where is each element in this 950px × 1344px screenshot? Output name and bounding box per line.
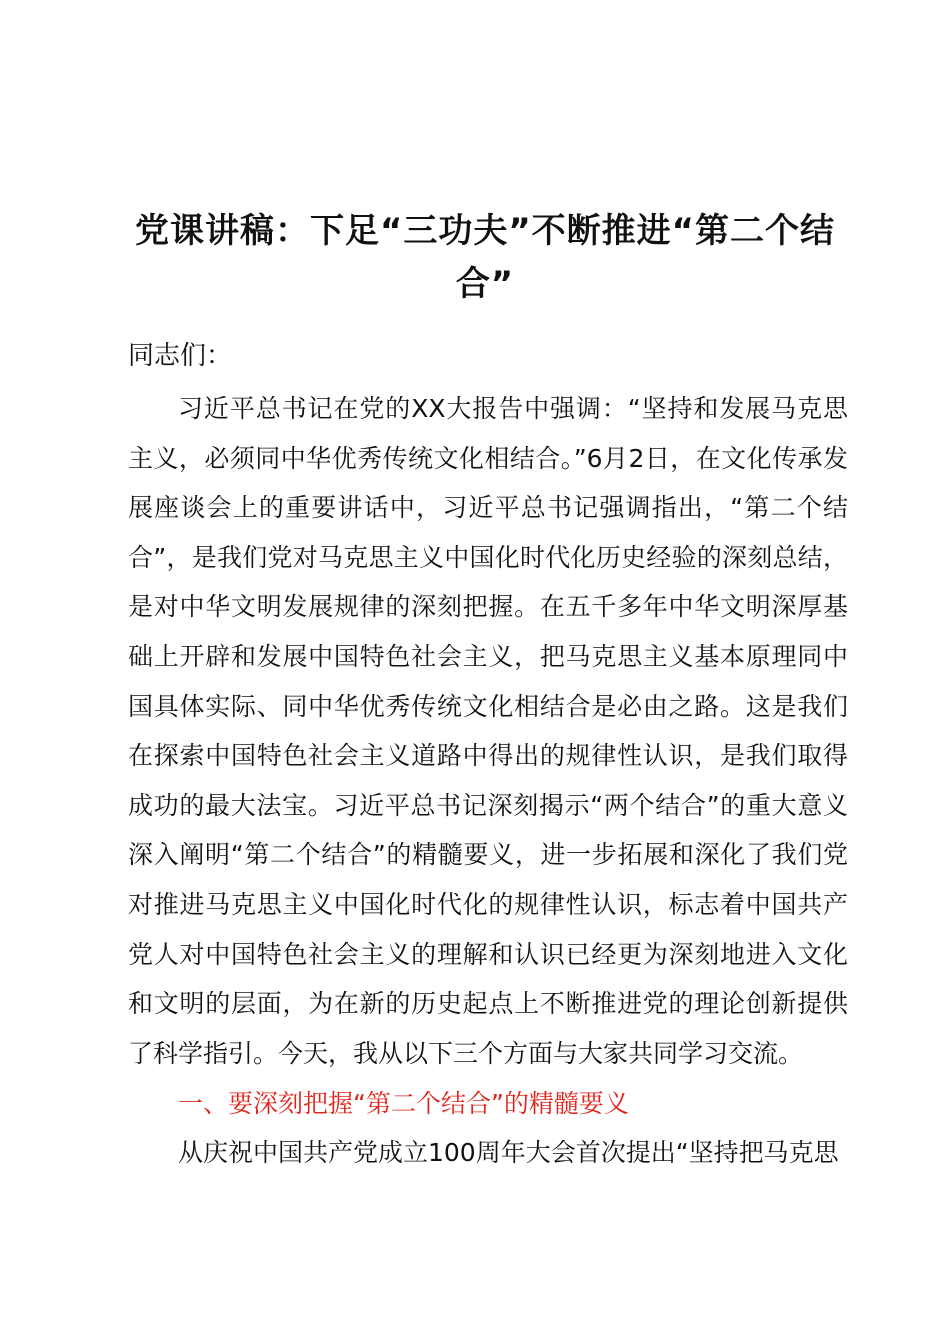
body-paragraph-2: 从庆祝中国共产党成立100周年大会首次提出“坚持把马克思 [178, 1138, 839, 1167]
section-heading-1: 一、要深刻把握“第二个结合”的精髓要义 [178, 1089, 629, 1118]
salutation: 同志们： [128, 341, 233, 371]
document-title: 党课讲稿：下足“三功夫”不断推进“第二个结合” [134, 211, 836, 304]
body-paragraph-1: 习近平总书记在党的XX大报告中强调：“坚持和发展马克思主义，必须同中华优秀传统文化相结合。”6月2日，在文化传承发展座谈会上的重要讲话中，习近平总书记强调指出，“第二个结合”，是我们党对马克思主义中国化时代化历史经验的深刻总结，是对中华文明发展规律的深刻把握。在五千多年中华文明深厚基础上开辟和发展中国特色社会主义，把马克思主义基本原理同中国具体实际、同中华优秀传统文化相结合是必由之路。这是我们在探索中国特色社会主义道路中得出的规律性认识，是我们取得成功的最大法宝。习近平总书记深刻揭示“两个结合”的重大意义深入阐明“第二个结合”的精髓要义，进一步拓展和深化了我们党对推进马克思主义中国化时代化的规律性认识，标志着中国共产党人对中国特色社会主义的理解和认识已经更为深刻地进入文化和文明的层面，为在新的历史起点上不断推进党的理论创新提供了科学指引。今天，我从以下三个方面与大家共同学习交流。 [128, 394, 849, 1068]
